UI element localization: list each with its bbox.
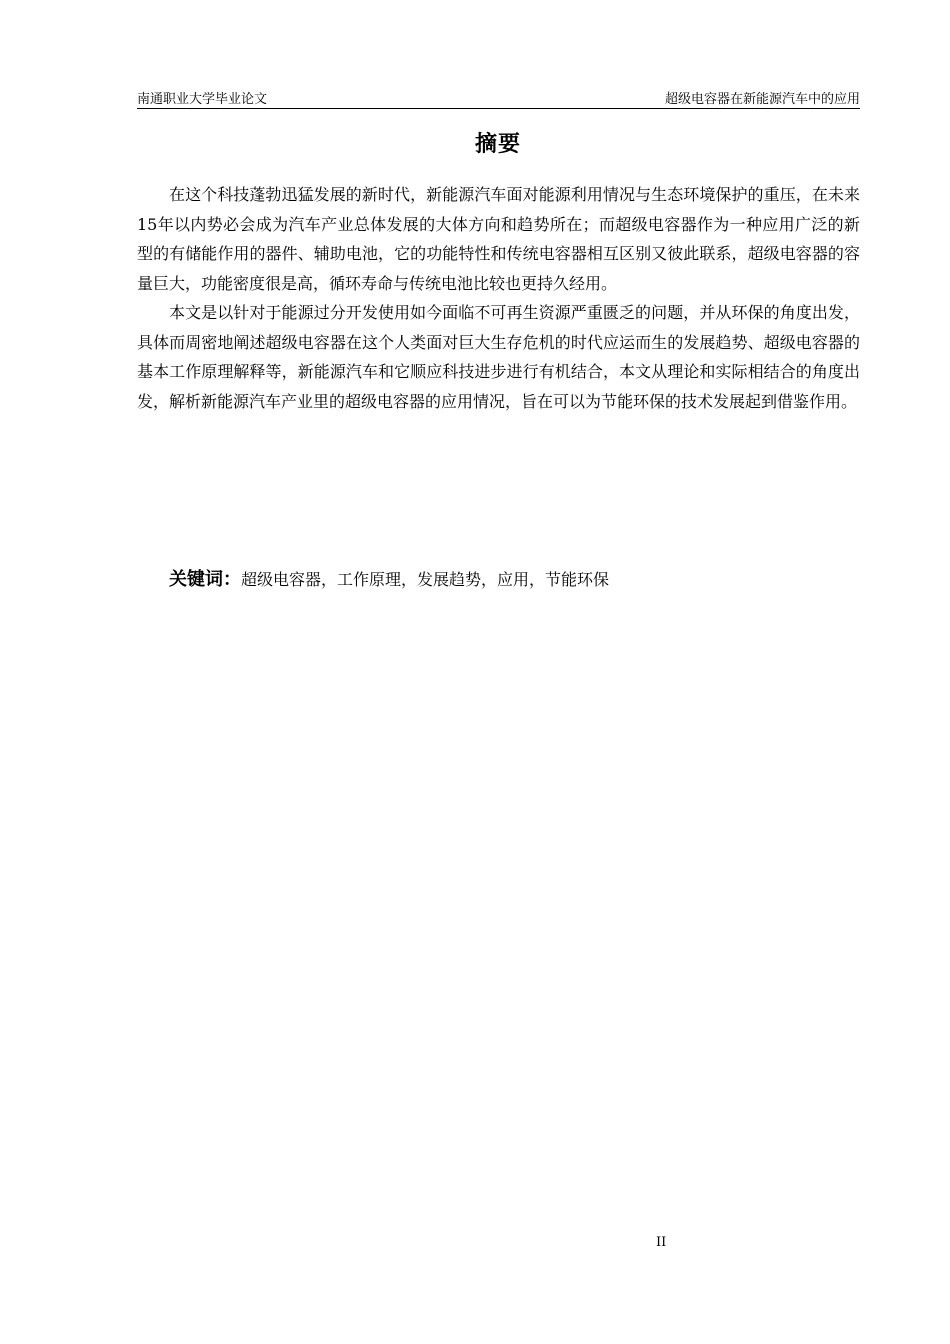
abstract-paragraph: 在这个科技蓬勃迅猛发展的新时代，新能源汽车面对能源利用情况与生态环境保护的重压，在未来15年以内势必会成为汽车产业总体发展的大体方向和趋势所在；而超级电容器作为一种应用广泛的新型的有储能作用的器件、辅助电池，它的功能特性和传统电容器相互区别又彼此联系，超级电容器的容量巨大，功能密度很是高，循环寿命与传统电池比较也更持久经用。: [137, 185, 860, 293]
keywords-text: 超级电容器，工作原理，发展趋势，应用，节能环保: [241, 570, 610, 589]
header-thesis-title: 超级电容器在新能源汽车中的应用: [664, 92, 860, 107]
page-number: II: [656, 1235, 667, 1250]
abstract-paragraph: 本文是以针对于能源过分开发使用如今面临不可再生资源严重匮乏的问题，并从环保的角度出发，具体而周密地阐述超级电容器在这个人类面对巨大生存危机的时代应运而生的发展趋势、超级电容器的基本工作原理解释等，新能源汽车和它顺应科技进步进行有机结合，本文从理论和实际相结合的角度出发，解析新能源汽车产业里的超级电容器的应用情况，旨在可以为节能环保的技术发展起到借鉴作用。: [137, 303, 860, 411]
keywords-label: 关键词：: [169, 569, 241, 590]
abstract-body: [137, 180, 860, 416]
keywords-line: [169, 566, 609, 594]
running-header: [137, 92, 860, 109]
abstract-title: 摘要: [474, 132, 521, 157]
header-school-name: 南通职业大学毕业论文: [137, 92, 268, 107]
